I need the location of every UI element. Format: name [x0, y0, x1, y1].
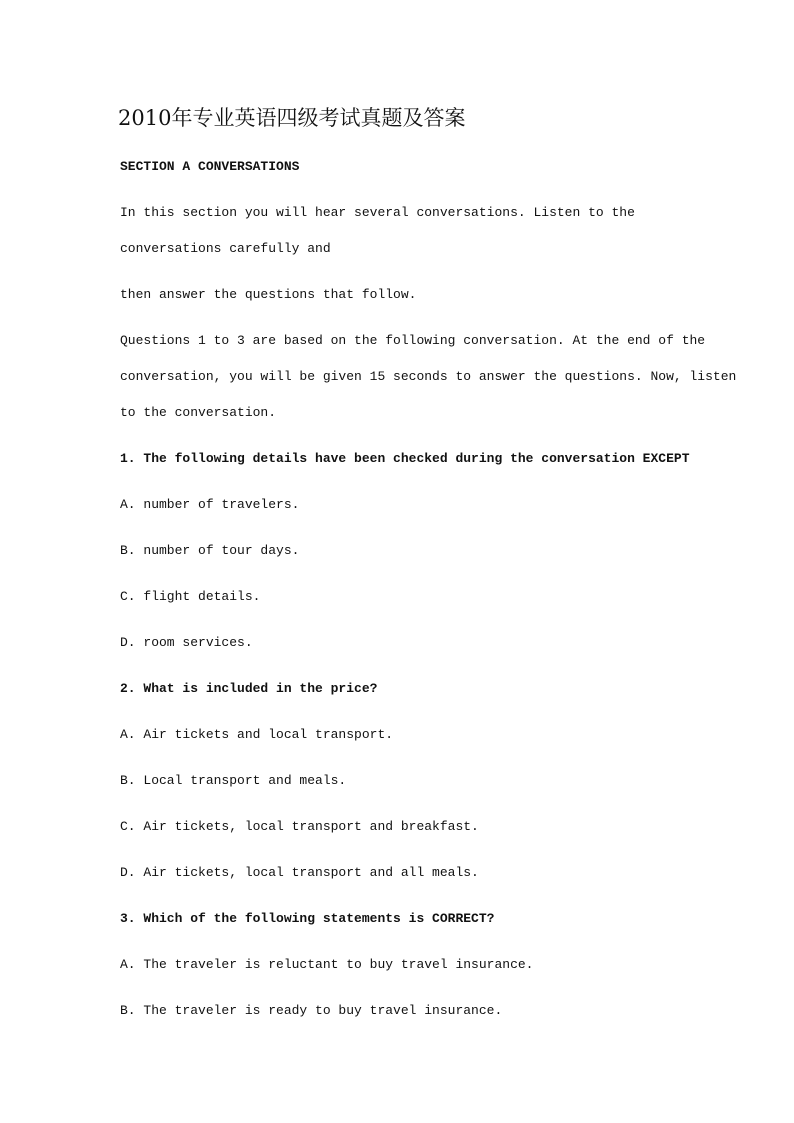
question-2-option-d: D. Air tickets, local transport and all meals. — [120, 865, 479, 880]
question-2-option-c: C. Air tickets, local transport and breakfast. — [120, 819, 479, 834]
instructions-line: Questions 1 to 3 are based on the following conversation. At the end of the — [120, 333, 706, 348]
intro-line: then answer the questions that follow. — [120, 287, 417, 302]
section-heading: SECTION A CONVERSATIONS — [120, 159, 300, 174]
question-1-option-d: D. room services. — [120, 635, 253, 650]
intro-line: In this section you will hear several conversations. Listen to the — [120, 205, 635, 220]
intro-line: conversations carefully and — [120, 241, 331, 256]
question-1-option-c: C. flight details. — [120, 589, 261, 604]
question-2: 2. What is included in the price? — [120, 681, 378, 696]
instructions-line: conversation, you will be given 15 seconds to answer the questions. Now, listen — [120, 369, 737, 384]
document-title: 2010年专业英语四级考试真题及答案 — [118, 106, 466, 130]
question-3-option-a: A. The traveler is reluctant to buy travel insurance. — [120, 957, 534, 972]
question-1: 1. The following details have been checked during the conversation EXCEPT — [120, 451, 690, 466]
question-1-option-a: A. number of travelers. — [120, 497, 300, 512]
question-2-option-a: A. Air tickets and local transport. — [120, 727, 394, 742]
question-1-option-b: B. number of tour days. — [120, 543, 300, 558]
question-3: 3. Which of the following statements is CORRECT? — [120, 911, 495, 926]
question-3-option-b: B. The traveler is ready to buy travel insurance. — [120, 1003, 503, 1018]
question-2-option-b: B. Local transport and meals. — [120, 773, 347, 788]
instructions-line: to the conversation. — [120, 405, 277, 420]
